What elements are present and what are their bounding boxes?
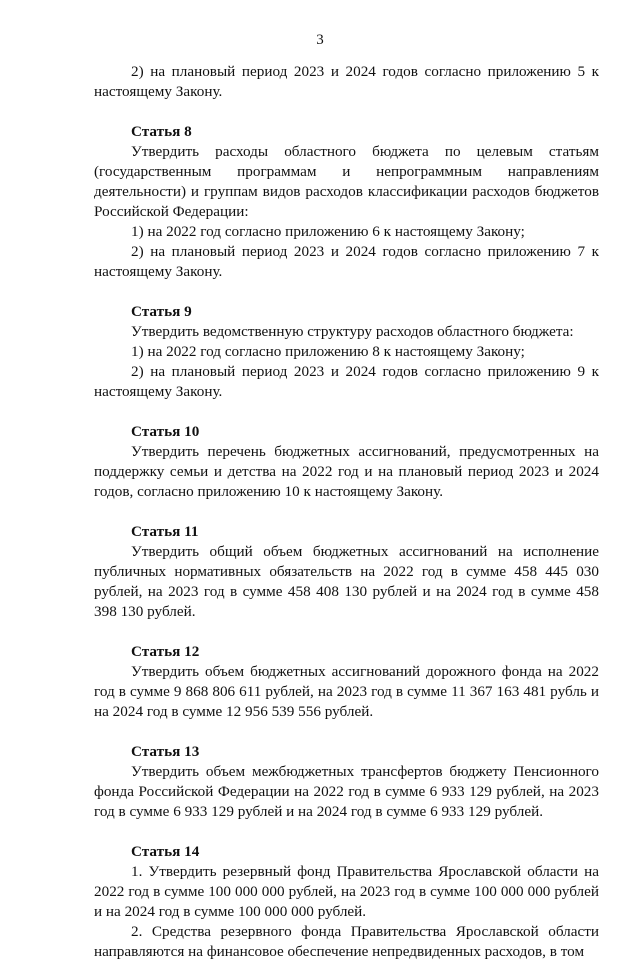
article-heading: Статья 14: [131, 843, 200, 860]
article-heading: Статья 10: [131, 423, 200, 440]
paragraph: Утвердить ведомственную структуру расходов областного бюджета:: [131, 323, 574, 340]
paragraph: 1. Утвердить резервный фонд Правительства Ярославской области на 2022 год в сумме 100 000 000 рублей, на 2023 год в сумме 100 000 000 рублей и на 2024 год в сумме 100 000 000 рублей.: [94, 863, 599, 920]
paragraph-gap: [94, 502, 599, 522]
paragraph: Утвердить объем бюджетных ассигнований дорожного фонда на 2022 год в сумме 9 868 806 611 рублей, на 2023 год в сумме 11 367 163 481 рубль и на 2024 год в сумме 12 956 539 556 рублей.: [94, 663, 599, 720]
article-heading: Статья 8: [131, 123, 192, 140]
paragraph-gap: [94, 102, 599, 122]
paragraph: Утвердить перечень бюджетных ассигнований, предусмотренных на поддержку семьи и детства на 2022 год и на плановый период 2023 и 2024 годов, согласно приложению 10 к настоящему Закону.: [94, 443, 599, 500]
paragraph: 2) на плановый период 2023 и 2024 годов согласно приложению 5 к настоящему Закону.: [94, 63, 599, 100]
paragraph: 2) на плановый период 2023 и 2024 годов согласно приложению 9 к настоящему Закону.: [94, 363, 599, 400]
paragraph-gap: [94, 402, 599, 422]
paragraph: 2) на плановый период 2023 и 2024 годов согласно приложению 7 к настоящему Закону.: [94, 243, 599, 280]
article-heading: Статья 12: [131, 643, 200, 660]
article-heading: Статья 9: [131, 303, 192, 320]
document-body: [94, 62, 599, 962]
paragraph: Утвердить расходы областного бюджета по целевым статьям (государственным программам и непрограммным направлениям деятельности) и группам видов расходов классификации расходов бюджетов Российской Федерации:: [94, 143, 599, 220]
page-number: 3: [316, 32, 324, 48]
paragraph: 1) на 2022 год согласно приложению 6 к настоящему Закону;: [131, 223, 525, 240]
paragraph-gap: [94, 622, 599, 642]
paragraph: 2. Средства резервного фонда Правительства Ярославской области направляются на финансовое обеспечение непредвиденных расходов, в том: [94, 923, 599, 960]
paragraph-gap: [94, 822, 599, 842]
paragraph: 1) на 2022 год согласно приложению 8 к настоящему Закону;: [131, 343, 525, 360]
paragraph: Утвердить объем межбюджетных трансфертов бюджету Пенсионного фонда Российской Федерации на 2022 год в сумме 6 933 129 рублей, на 2023 год в сумме 6 933 129 рублей и на 2024 год в сумме 6 933 129 рублей.: [94, 763, 599, 820]
paragraph-gap: [94, 722, 599, 742]
paragraph-gap: [94, 282, 599, 302]
article-heading: Статья 13: [131, 743, 200, 760]
paragraph: Утвердить общий объем бюджетных ассигнований на исполнение публичных нормативных обязательств на 2022 год в сумме 458 445 030 рублей, на 2023 год в сумме 458 408 130 рублей и на 2024 год в сумме 458 398 130 рублей.: [94, 543, 599, 620]
article-heading: Статья 11: [131, 523, 199, 540]
